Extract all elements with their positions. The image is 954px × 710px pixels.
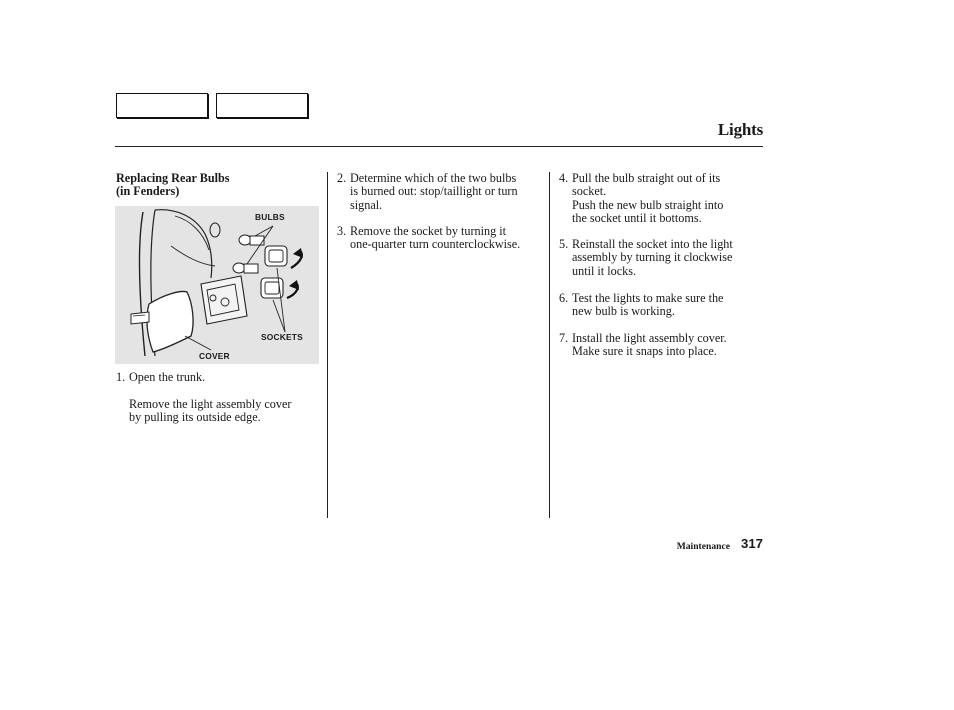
step-line: Open the trunk. (129, 370, 206, 384)
step-number: 5. (559, 237, 569, 251)
figure-label-bulbs: BULBS (255, 212, 285, 222)
step-text (572, 238, 733, 278)
step-text (572, 172, 723, 226)
step-text (572, 292, 723, 319)
step-line: until it locks. (572, 263, 636, 278)
footer-section-name: Maintenance (676, 541, 730, 552)
step-line: assembly by turning it clockwise (572, 250, 733, 265)
column-divider-1 (327, 172, 328, 518)
step-2 (337, 172, 543, 214)
step-line: Make sure it snaps into place. (572, 344, 717, 359)
step-line: Reinstall the socket into the light (572, 237, 733, 251)
page-title: Lights (717, 120, 763, 139)
section-heading-line-1: Replacing Rear Bulbs (116, 171, 230, 185)
step-number: 6. (559, 291, 569, 305)
step-line: signal. (350, 197, 383, 212)
step-line: the socket until it bottoms. (572, 211, 702, 226)
step-5 (559, 238, 763, 280)
step-number: 2. (337, 171, 347, 185)
step-line: Remove the socket by turning it (350, 224, 507, 238)
step-line: Remove the light assembly cover (129, 397, 292, 411)
figure-label-cover: COVER (199, 351, 230, 361)
header-rule (115, 146, 763, 147)
step-line: Determine which of the two bulbs (350, 171, 517, 185)
section-heading-line-2: (in Fenders) (116, 184, 180, 199)
step-text (350, 172, 518, 212)
step-number: 3. (337, 224, 347, 238)
step-text (572, 332, 727, 359)
column-divider-2 (549, 172, 550, 518)
nav-button-2[interactable] (216, 93, 308, 118)
step-line: Pull the bulb straight out of its (572, 171, 721, 185)
step-text (350, 225, 520, 252)
step-line: is burned out: stop/taillight or turn (350, 184, 518, 199)
step-line: new bulb is working. (572, 304, 675, 319)
step-line: Push the new bulb straight into (572, 197, 724, 212)
step-line: one-quarter turn counterclockwise. (350, 237, 521, 252)
step-number: 7. (559, 331, 569, 345)
step-text (129, 371, 205, 384)
step-line: Test the lights to make sure the (572, 291, 724, 305)
figure-label-sockets: SOCKETS (261, 332, 303, 342)
page-number: 317 (741, 536, 764, 551)
rear-bulb-illustration (115, 206, 319, 364)
step-line: by pulling its outside edge. (129, 410, 261, 425)
step-6 (559, 292, 763, 320)
step-4 (559, 172, 763, 228)
step-number: 1. (116, 370, 126, 384)
step-extra-text (129, 398, 291, 425)
step-7 (559, 332, 763, 360)
section-heading (116, 172, 230, 199)
nav-button-1[interactable] (116, 93, 208, 118)
step-1 (116, 371, 316, 431)
step-line: Install the light assembly cover. (572, 331, 727, 345)
step-line: socket. (572, 184, 607, 199)
step-number: 4. (559, 171, 569, 185)
step-3 (337, 225, 543, 253)
